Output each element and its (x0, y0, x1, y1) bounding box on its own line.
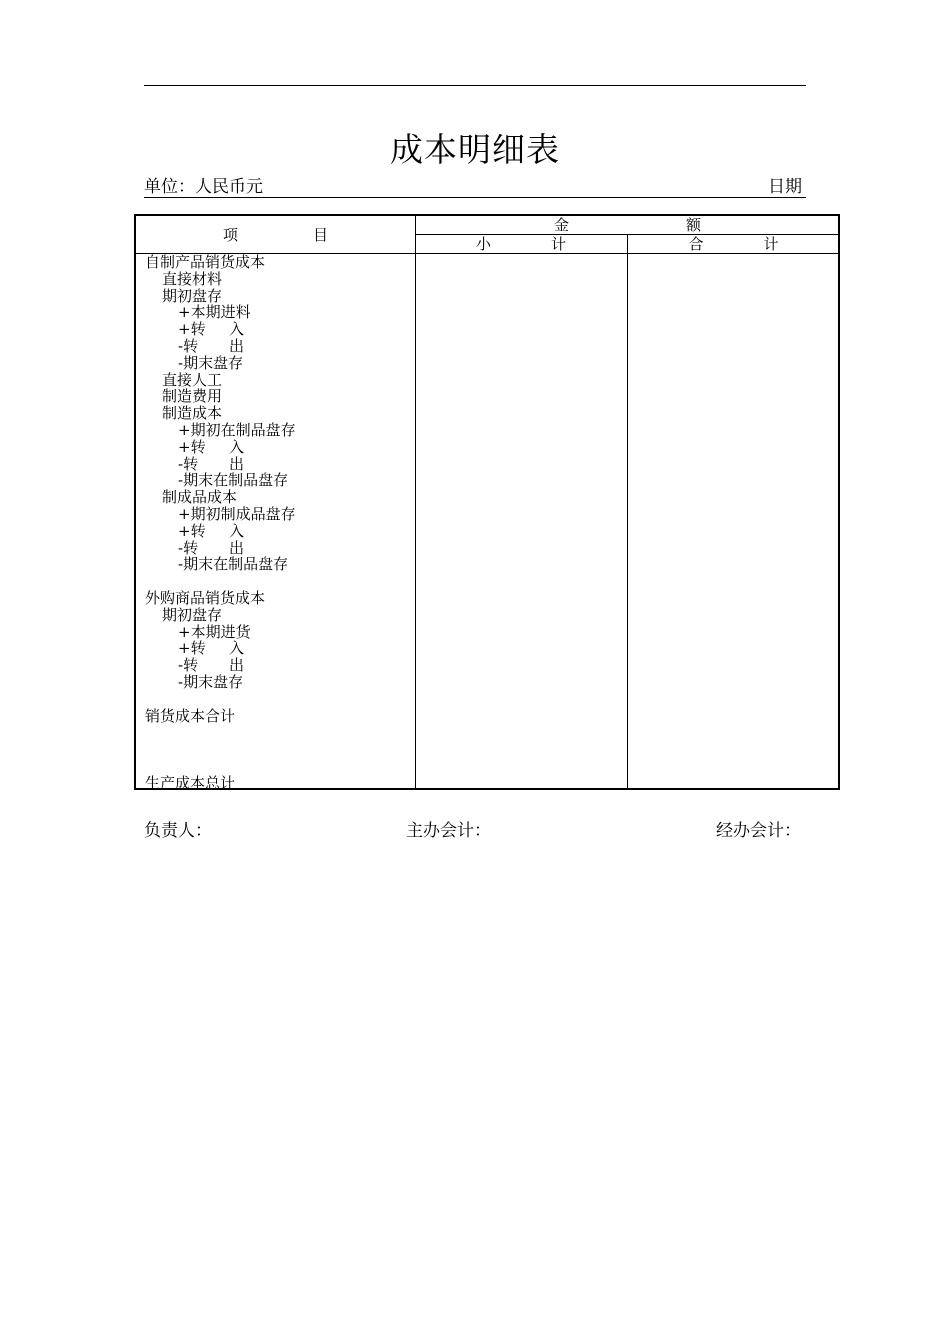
row-overhead: 制造费用 (162, 387, 223, 406)
header-total-a: 合 (688, 235, 704, 253)
signature-handling-accountant: 经办会计： (716, 821, 801, 841)
page-title: 成本明细表 (390, 130, 560, 169)
header-subtotal-b: 计 (551, 235, 567, 253)
row-label-a: +转 (178, 320, 206, 339)
unit-rule (144, 197, 806, 198)
cost-detail-table (134, 214, 840, 790)
header-item (136, 226, 415, 244)
header-subtotal-a: 小 (475, 235, 491, 253)
row-label-b: 出 (229, 656, 245, 675)
row-blank (145, 724, 296, 741)
row-production-cost-grand-total: 生产成本总计 (145, 773, 236, 792)
row-purchased-goods-cost: 外购商品销货成本 (145, 588, 266, 607)
row-transfer-in (145, 439, 296, 456)
row-label-b: 出 (229, 336, 245, 355)
signature-chief-accountant: 主办会计： (406, 821, 491, 841)
row-cost-of-sales-total: 销货成本合计 (145, 706, 236, 725)
row-label-a: +转 (178, 639, 206, 658)
row-direct-materials: 直接材料 (162, 269, 223, 288)
row-transfer-in (145, 321, 296, 338)
column-divider-amount (627, 235, 628, 788)
header-total (627, 235, 840, 253)
row-label-a: +转 (178, 521, 206, 540)
header-amount-a: 金 (553, 216, 569, 234)
row-blank (145, 758, 296, 775)
row-transfer-in (145, 640, 296, 657)
row-label-a: -转 (178, 454, 199, 473)
row-label-b: 入 (229, 521, 245, 540)
row-opening-finished-goods: +期初制成品盘存 (178, 504, 296, 523)
row-purchases: +本期进货 (178, 622, 251, 641)
row-closing-inventory: -期末盘存 (178, 672, 244, 691)
row-blank (145, 691, 296, 708)
row-opening-inventory: 期初盘存 (162, 286, 223, 305)
header-amount (415, 216, 840, 234)
row-label-b: 入 (229, 320, 245, 339)
row-closing-inventory: -期末盘存 (178, 353, 244, 372)
row-direct-labor: 直接人工 (162, 370, 223, 389)
header-subtotal (415, 235, 627, 253)
header-total-b: 计 (763, 235, 779, 253)
row-opening-inventory: 期初盘存 (162, 605, 223, 624)
row-purchases: +本期进料 (178, 303, 251, 322)
column-divider-item (415, 216, 416, 788)
item-list (145, 254, 296, 792)
row-transfer-out (145, 338, 296, 355)
row-closing-wip: -期末在制品盘存 (178, 555, 289, 574)
header-amount-b: 额 (686, 216, 702, 234)
signature-responsible: 负责人： (144, 821, 212, 841)
row-finished-goods-cost: 制成品成本 (162, 488, 238, 507)
row-opening-wip: +期初在制品盘存 (178, 420, 296, 439)
row-transfer-out (145, 540, 296, 557)
date-label: 日期 (768, 177, 802, 197)
row-transfer-out (145, 456, 296, 473)
row-label-a: +转 (178, 437, 206, 456)
row-label-b: 入 (229, 437, 245, 456)
row-label-b: 出 (229, 538, 245, 557)
row-label-a: -转 (178, 656, 199, 675)
unit-label: 单位：人民币元 (144, 177, 263, 197)
header-item-a: 项 (222, 226, 238, 244)
row-blank (145, 741, 296, 758)
top-rule (144, 85, 806, 86)
row-closing-wip: -期末在制品盘存 (178, 471, 289, 490)
header-item-b: 目 (313, 226, 329, 244)
row-blank (145, 573, 296, 590)
row-transfer-out (145, 657, 296, 674)
row-label-a: -转 (178, 538, 199, 557)
row-label-b: 出 (229, 454, 245, 473)
row-label-a: -转 (178, 336, 199, 355)
row-manufacturing-cost: 制造成本 (162, 404, 223, 423)
row-self-made-cost: 自制产品销货成本 (145, 253, 266, 271)
row-transfer-in (145, 523, 296, 540)
row-label-b: 入 (229, 639, 245, 658)
